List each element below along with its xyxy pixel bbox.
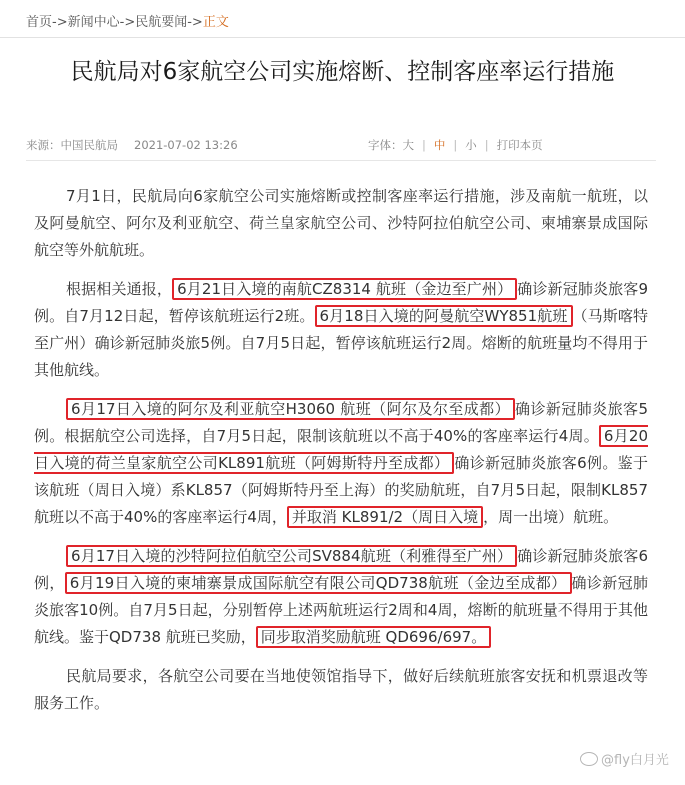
paragraph-2 — [34, 276, 648, 384]
text-span: 确诊新冠肺炎旅客5例。根据航空公司选择，自7月5日起，限制该航班以不高于40%的客座率运行4周。 — [34, 400, 648, 445]
article-meta — [26, 134, 656, 156]
print-page-button[interactable]: 打印本页 — [496, 138, 543, 152]
highlight-box: 6月20日入境的荷兰皇家航空公司KL891航班（阿姆斯特丹至成都） — [34, 427, 648, 472]
highlight-box: 6月19日入境的柬埔寨景成国际航空有限公司QD738航班（金边至成都） — [65, 572, 572, 594]
highlight-box: 并取消 KL891/2（周日入境 — [287, 506, 483, 528]
meta-divider — [26, 160, 656, 161]
text-span: 确诊新冠肺炎旅客6例。鉴于该航班（周日入境）系KL857（阿姆斯特丹至上海）的奖励航班，自7月5日起，限制KL857航班以不高于40%的客座率运行4周， — [34, 454, 648, 526]
text-span: 确诊新冠肺炎旅客10例。自7月5日起，分别暂停上述两航班运行2周和4周，熔断的航班量不得用于其他航线。鉴于QD738 航班已奖励， — [34, 574, 648, 646]
article-body — [34, 183, 648, 729]
highlight-box: 6月21日入境的南航CZ8314 航班（金边至广州） — [172, 278, 517, 300]
highlight-box: 6月18日入境的阿曼航空WY851航班 — [315, 305, 573, 327]
breadcrumb-news-center-link[interactable]: 新闻中心 — [67, 15, 120, 30]
font-size-toolbar — [368, 134, 543, 156]
highlight-box: 6月17日入境的阿尔及利亚航空H3060 航班（阿尔及尔至成都） — [66, 398, 515, 420]
watermark-text: @fly白月光 — [601, 753, 669, 768]
breadcrumb — [26, 14, 229, 32]
weibo-logo-icon — [580, 752, 598, 766]
highlight-box: 6月17日入境的沙特阿拉伯航空公司SV884航班（利雅得至广州） — [66, 545, 517, 567]
text-span: （马斯喀特至广州）确诊新冠肺炎旅5例。自7月5日起，暂停该航班运行2周。熔断的航班量均不得用于其他航线。 — [34, 307, 648, 379]
text-span: 确诊新冠肺炎旅客6例， — [34, 547, 648, 592]
breadcrumb-separator: -> — [52, 15, 68, 30]
toolbar-divider: | — [453, 138, 458, 152]
font-size-label: 字体： — [368, 138, 403, 152]
article-source: 来源：中国民航局 — [26, 138, 118, 152]
toolbar-divider: | — [422, 138, 426, 152]
breadcrumb-aviation-news-link[interactable]: 民航要闻 — [135, 15, 188, 30]
text-span: 确诊新冠肺炎旅客9例。自7月12日起，暂停该航班运行2班。 — [34, 280, 648, 325]
text-span: 根据相关通报， — [66, 280, 173, 298]
highlight-box: 同步取消奖励航班 QD696/697。 — [256, 626, 491, 648]
paragraph-5: 民航局要求，各航空公司要在当地使领馆指导下，做好后续航班旅客安抚和机票退改等服务工作。 — [34, 667, 648, 712]
paragraph-3 — [34, 396, 648, 531]
breadcrumb-current: 正文 — [202, 15, 229, 30]
watermark — [580, 752, 669, 770]
text-span: ，周一出境）航班。 — [483, 508, 619, 526]
toolbar-divider: | — [484, 138, 489, 152]
page-title: 民航局对6家航空公司实施熔断、控制客座率运行措施 — [70, 59, 615, 85]
breadcrumb-home-link[interactable]: 首页 — [26, 15, 53, 30]
header-divider — [0, 37, 685, 38]
breadcrumb-separator: -> — [187, 15, 203, 30]
font-medium-button[interactable]: 中 — [433, 138, 446, 152]
article-date: 2021-07-02 13:26 — [134, 138, 238, 152]
breadcrumb-separator: -> — [119, 15, 136, 30]
font-large-button[interactable]: 大 — [402, 138, 414, 152]
paragraph-4 — [34, 543, 648, 651]
font-small-button[interactable]: 小 — [465, 138, 477, 152]
paragraph-1: 7月1日，民航局向6家航空公司实施熔断或控制客座率运行措施，涉及南航一航班，以及阿曼航空、阿尔及利亚航空、荷兰皇家航空公司、沙特阿拉伯航空公司、柬埔寨景成国际航空等外航航班。 — [34, 187, 648, 259]
